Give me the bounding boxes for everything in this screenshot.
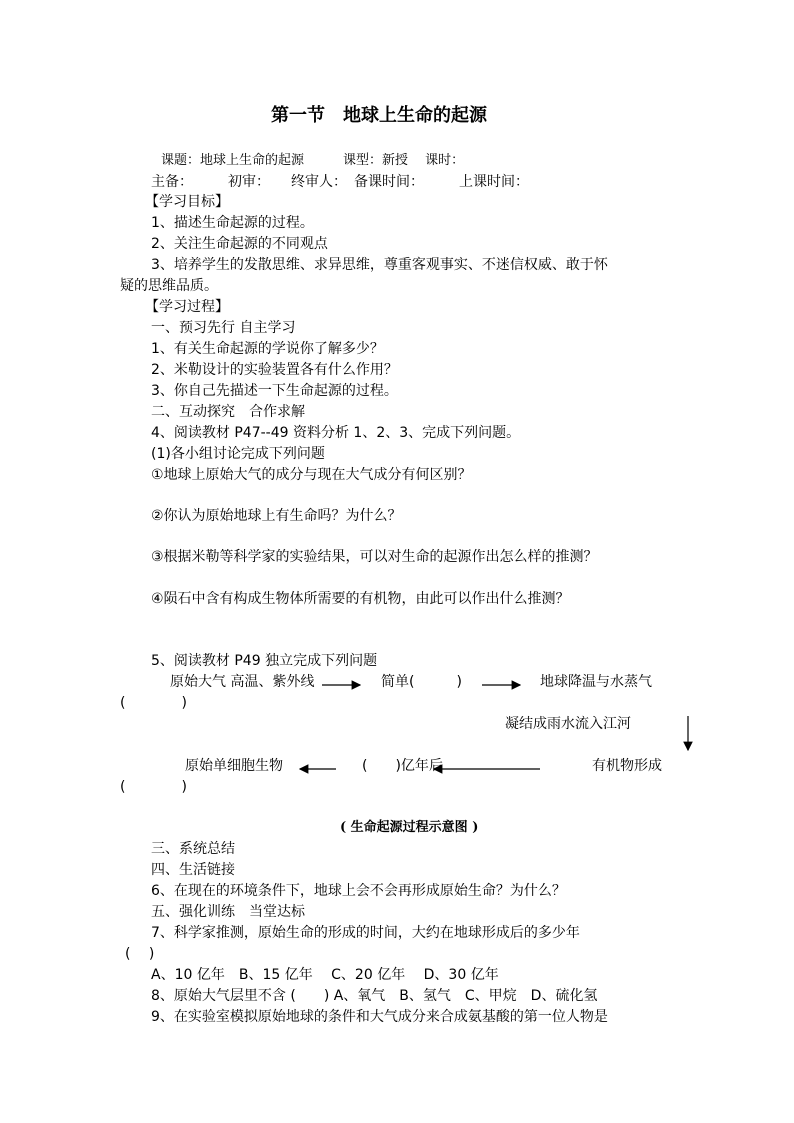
section-heading: 一、预习先行 自主学习 (151, 320, 296, 336)
section-heading: 四、生活链接 (151, 862, 235, 878)
diagram-node-organic: 有机物形成 (592, 758, 662, 774)
page-title: 第一节 地球上生命的起源 (271, 105, 487, 126)
diagram-node-rain: 凝结成雨水流入江河 (505, 716, 631, 732)
preparer-info-line: 主备： 初审： 终审人： 备课时间： 上课时间： (151, 174, 529, 190)
objective-item: 1、描述生命起源的过程。 (151, 215, 314, 231)
answer-blank: ( ) (125, 946, 155, 962)
question-item: 7、科学家推测，原始生命的形成的时间，大约在地球形成后的多少年 (151, 925, 580, 941)
question-item: ①地球上原始大气的成分与现在大气成分有何区别？ (151, 467, 472, 483)
question-item: 5、阅读教材 P49 独立完成下列问题 (151, 653, 378, 669)
question-item: 3、你自己先描述一下生命起源的过程。 (151, 383, 398, 399)
diagram-caption: ( 生命起源过程示意图 ) (340, 820, 479, 835)
question-item: 4、阅读教材 P47--49 资料分析 1、2、3、完成下列问题。 (151, 425, 521, 441)
objective-item: 3、培养学生的发散思维、求异思维，尊重客观事实、不迷信权威、敢于怀 (151, 257, 608, 273)
question-item: 1、有关生命起源的学说你了解多少？ (151, 341, 384, 357)
lesson-info-line: 课题：地球上生命的起源 课型：新授 课时： (161, 153, 465, 168)
diagram-node-simple: 简单( ) (381, 674, 462, 690)
section-heading: 二、互动探究 合作求解 (151, 404, 305, 420)
section-heading: 三、系统总结 (151, 841, 235, 857)
question-item: (1)各小组讨论完成下列问题 (151, 446, 325, 462)
question-item: ③根据米勒等科学家的实验结果，可以对生命的起源作出怎么样的推测？ (151, 549, 598, 565)
process-heading: 【学习过程】 (145, 299, 229, 315)
objective-item-continued: 疑的思维品质。 (120, 278, 218, 294)
question-item: ②你认为原始地球上有生命吗？为什么？ (151, 508, 402, 524)
diagram-node-years: ( )亿年后 (362, 758, 443, 774)
objective-item: 2、关注生命起源的不同观点 (151, 236, 328, 252)
question-item: 8、原始大气层里不含 ( ) A、氧气 B、氢气 C、甲烷 D、硫化氢 (151, 988, 598, 1004)
question-item: 9、在实验室模拟原始地球的条件和大气成分来合成氨基酸的第一位人物是 (151, 1009, 608, 1025)
diagram-node-primitive-atmosphere: 原始大气 高温、紫外线 (170, 674, 315, 690)
answer-options: A、10 亿年 B、15 亿年 C、20 亿年 D、30 亿年 (151, 967, 499, 983)
question-item: ④陨石中含有构成生物体所需要的有机物，由此可以作出什么推测？ (151, 591, 570, 607)
diagram-node-single-cell: 原始单细胞生物 (185, 758, 283, 774)
diagram-blank: ( ) (120, 695, 187, 711)
diagram-node-earth-cooling: 地球降温与水蒸气 (540, 674, 652, 690)
question-item: 2、米勒设计的实验装置各有什么作用？ (151, 362, 398, 378)
question-item: 6、在现在的环境条件下，地球上会不会再形成原始生命？为什么？ (151, 883, 566, 899)
diagram-blank: ( ) (120, 779, 187, 795)
objectives-heading: 【学习目标】 (145, 194, 229, 210)
section-heading: 五、强化训练 当堂达标 (151, 904, 305, 920)
